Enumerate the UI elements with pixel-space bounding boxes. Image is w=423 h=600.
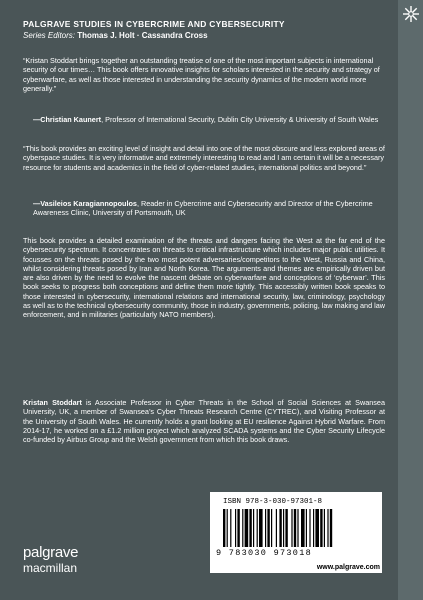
publisher-url: www.palgrave.com [316,564,380,571]
endorser-role-1: , Professor of International Security, Dublin City University & University of South Wales [101,115,379,124]
author-bio-text: is Associate Professor in Cyber Threats in the School of Social Sciences at Swansea University, UK, a member of Swansea’s Cyber Threats Research Centre (CYTREC), and Visiting Professor at the University of South Wales. He currently holds a grant looking at EU resilience Against Hybrid Warfare. From 2014-17, he worked on a £1.2 million project which analyzed SCADA systems and the Cyber Security Lifecycle co-funded by Airbus Group and the Welsh government from which this book draws. [23,398,385,445]
endorsement-attribution-1 [33,115,385,124]
series-title: PALGRAVE STUDIES IN CYBERCRIME AND CYBERSECURITY [23,19,285,29]
endorsement-attribution-2 [33,199,385,218]
series-editors [23,31,393,40]
publisher-logo-palgrave: palgrave [23,544,79,561]
palgrave-star-logo-icon [402,5,420,23]
author-name: Kristan Stoddart [23,398,82,407]
author-bio [23,398,385,444]
endorser-name-2: —Vasileios Karagiannopoulos [33,199,137,208]
barcode-panel [210,492,382,573]
endorsement-quote-2: “This book provides an exciting level of insight and detail into one of the most obscure and less explored areas of cyberspace studies. It is very informative and extremely interesting to read and I am certain it will be a necessary resource for students and academics in the field of cyber-related studies, international politics and beyond.” [23,144,385,172]
series-editors-label: Series Editors: [23,31,76,40]
barcode-digits: 9 783030 973018 [216,548,313,558]
isbn-text: ISBN 978-3-030-97301-8 [223,498,323,506]
endorser-name-1: —Christian Kaunert [33,115,102,124]
barcode-icon [223,509,373,547]
series-editors-names: Thomas J. Holt · Cassandra Cross [77,31,208,40]
spine-strip [398,0,423,600]
endorsement-quote-1: “Kristan Stoddart brings together an outstanding treatise of one of the most important subjects in international security of our times… This book offers innovative insights for scholars interested in the security and strategy of cyberwarfare, as well as those interested in understanding the security dynamics of the modern world more generally.” [23,56,380,93]
publisher-logo-macmillan: macmillan [23,561,78,575]
book-description: This book provides a detailed examination of the threats and dangers facing the West at the far end of the cybersecurity spectrum. It concentrates on threats to critical infrastructure which includes major public utilities. It focusses on the threats posed by the two most potent adversaries/competitors to the West, Russia and China, whilst considering threats posed by Iran and North Korea. The arguments and themes are empirically driven but are also driven by the need to evolve the nascent debate on cyberwarfare and conceptions of ‘cyberwar’. This book seeks to progress both conceptions and define them more tightly. This accessibly written book speaks to those interested in cybersecurity, international relations and international security, law, criminology, psychology as well as to the technical cybersecurity community, those in industry, governments, policing, law making and law enforcement, and in militaries (particularly NATO members). [23,236,385,320]
endorser-role-2: , Reader in Cybercrime and Cybersecurity and Director of the Cybercrime Awareness Clinic, University of Portsmouth, UK [33,199,373,218]
